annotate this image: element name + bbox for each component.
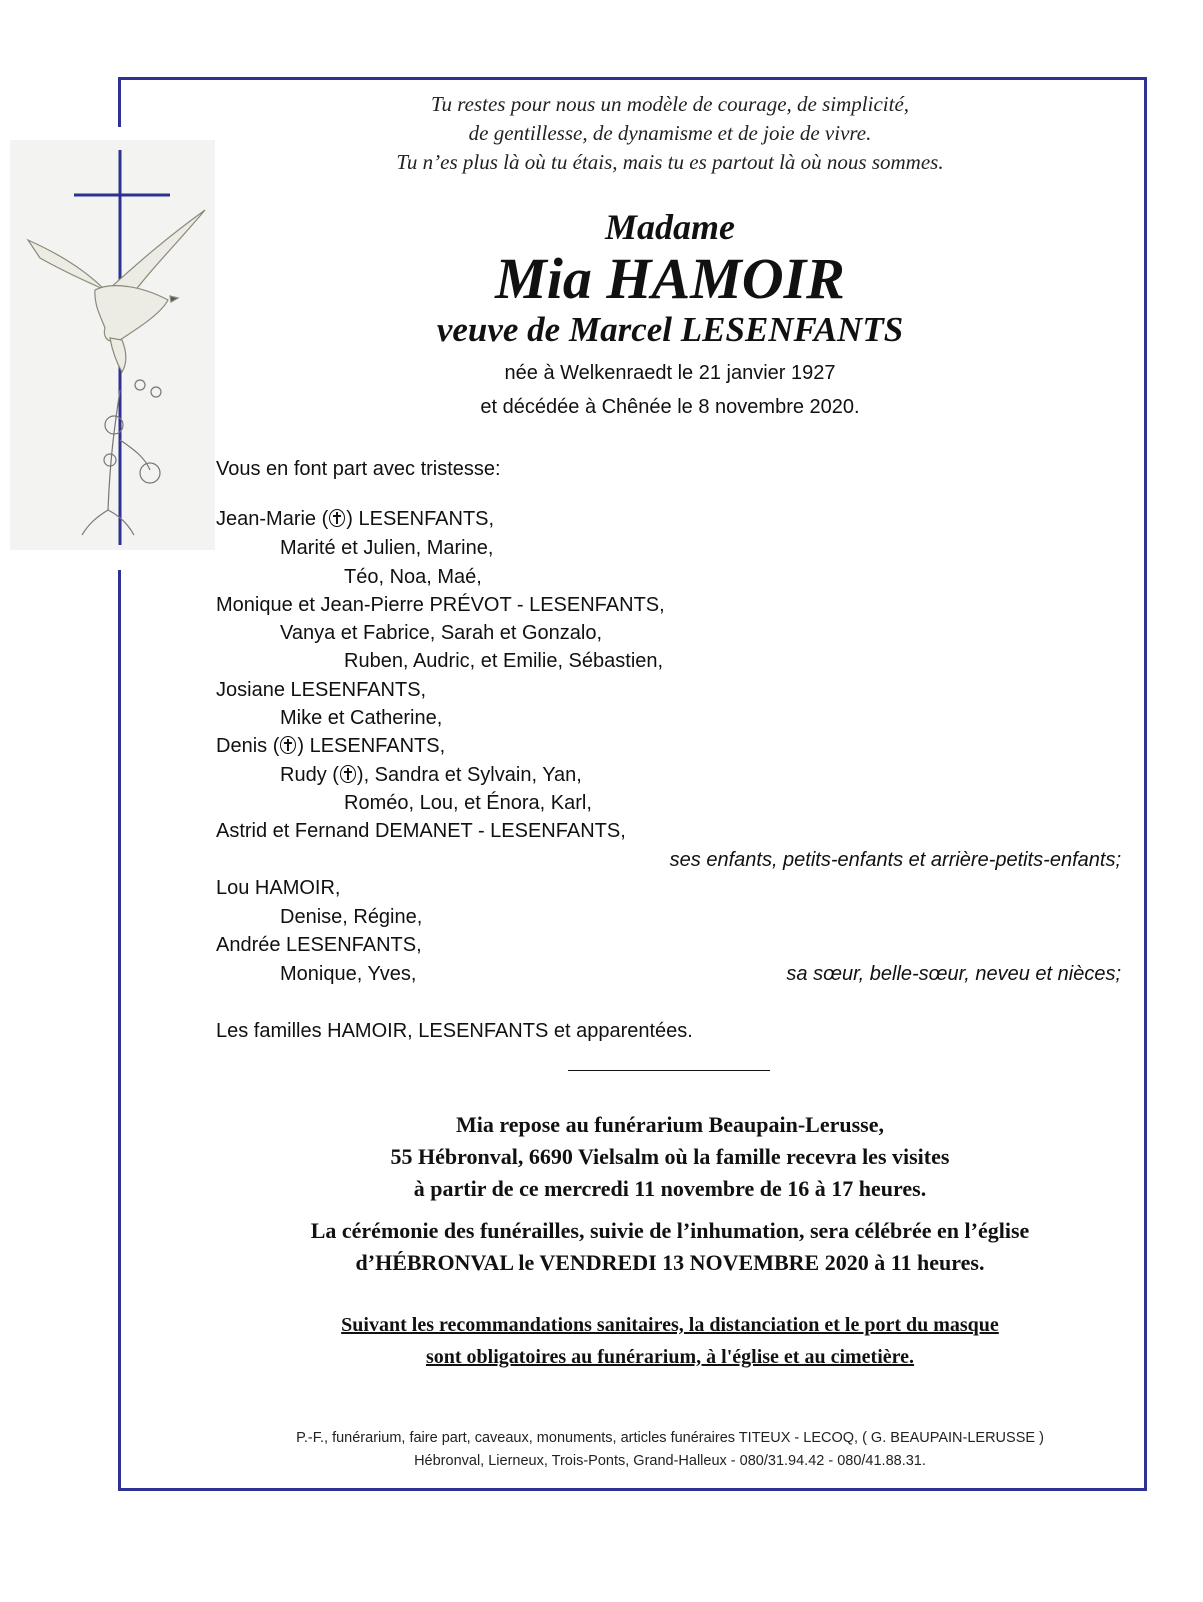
family-line: Astrid et Fernand DEMANET - LESENFANTS, — [216, 820, 626, 842]
family-line: Andrée LESENFANTS, — [216, 934, 422, 956]
deceased-name: Mia HAMOIR — [495, 246, 845, 311]
sanitary-notice-line-2: sont obligatoires au funérarium, à l'église et au cimetière. — [425, 1346, 915, 1368]
frame-top-border — [118, 77, 1147, 80]
footer-line-1: P.-F., funérarium, faire part, caveaux, monuments, articles funéraires TITEUX - LECOQ, ( G. BEAUPAIN-LERUSSE ) — [296, 1430, 1044, 1446]
widow-of: veuve de Marcel LESENFANTS — [436, 310, 904, 349]
relation-children: ses enfants, petits-enfants et arrière-petits-enfants; — [669, 849, 1121, 871]
family-line: Monique et Jean-Pierre PRÉVOT - LESENFANTS, — [216, 594, 665, 616]
quote-line-2: de gentillesse, de dynamisme et de joie de vivre. — [468, 121, 872, 145]
sanitary-notice-line-1: Suivant les recommandations sanitaires, la distanciation et le port du masque — [341, 1314, 999, 1336]
family-line: Marité et Julien, Marine, — [280, 537, 494, 559]
visitation-line-1: Mia repose au funérarium Beaupain-Lerusse, — [456, 1112, 884, 1137]
family-line: Mike et Catherine, — [280, 707, 443, 729]
frame-right-border — [1144, 77, 1147, 1491]
ceremony-line-1: La cérémonie des funérailles, suivie de l’inhumation, sera célébrée en l’église — [310, 1218, 1030, 1243]
quote-line-3: Tu n’es plus là où tu étais, mais tu es partout là où nous sommes. — [396, 150, 944, 174]
frame-left-border-top — [118, 77, 121, 127]
deceased-cross-icon — [280, 736, 296, 754]
footer-line-2: Hébronval, Lierneux, Trois-Ponts, Grand-Halleux - 080/31.94.42 - 080/41.88.31. — [414, 1453, 926, 1469]
cross-dove-emblem — [10, 140, 215, 550]
family-line: Rudy ( ), Sandra et Sylvain, Yan, — [280, 764, 582, 786]
family-line: Téo, Noa, Maé, — [344, 566, 482, 588]
family-line: Ruben, Audric, et Emilie, Sébastien, — [344, 650, 664, 672]
ceremony-line-2: d’HÉBRONVAL le VENDREDI 13 NOVEMBRE 2020 à 11 heures. — [355, 1250, 985, 1275]
visitation-line-2: 55 Hébronval, 6690 Vielsalm où la famille recevra les visites — [390, 1144, 950, 1169]
frame-bottom-border — [118, 1488, 1147, 1491]
family-line: Denise, Régine, — [280, 906, 423, 928]
frame-left-border-bottom — [118, 570, 121, 1491]
deceased-cross-icon — [329, 509, 345, 527]
family-line: Monique, Yves, — [280, 963, 417, 985]
family-line: Denis ( ) LESENFANTS, — [216, 735, 446, 757]
deceased-cross-icon — [340, 765, 356, 783]
family-line: Roméo, Lou, et Énora, Karl, — [344, 792, 592, 814]
family-line: Vanya et Fabrice, Sarah et Gonzalo, — [280, 622, 603, 644]
family-line: Jean-Marie ( ) LESENFANTS, — [216, 508, 495, 530]
honorific: Madame — [605, 207, 735, 247]
family-line: Lou HAMOIR, — [216, 877, 341, 899]
separator-line — [568, 1070, 770, 1071]
death-info: et décédée à Chênée le 8 novembre 2020. — [480, 396, 860, 418]
visitation-line-3: à partir de ce mercredi 11 novembre de 16 à 17 heures. — [413, 1176, 927, 1201]
families-line: Les familles HAMOIR, LESENFANTS et apparentées. — [216, 1020, 693, 1042]
birth-info: née à Welkenraedt le 21 janvier 1927 — [504, 362, 836, 384]
quote-line-1: Tu restes pour nous un modèle de courage, de simplicité, — [430, 92, 910, 116]
intro-text: Vous en font part avec tristesse: — [216, 458, 501, 480]
relation-siblings: sa sœur, belle-sœur, neveu et nièces; — [786, 963, 1121, 985]
family-line: Josiane LESENFANTS, — [216, 679, 427, 701]
